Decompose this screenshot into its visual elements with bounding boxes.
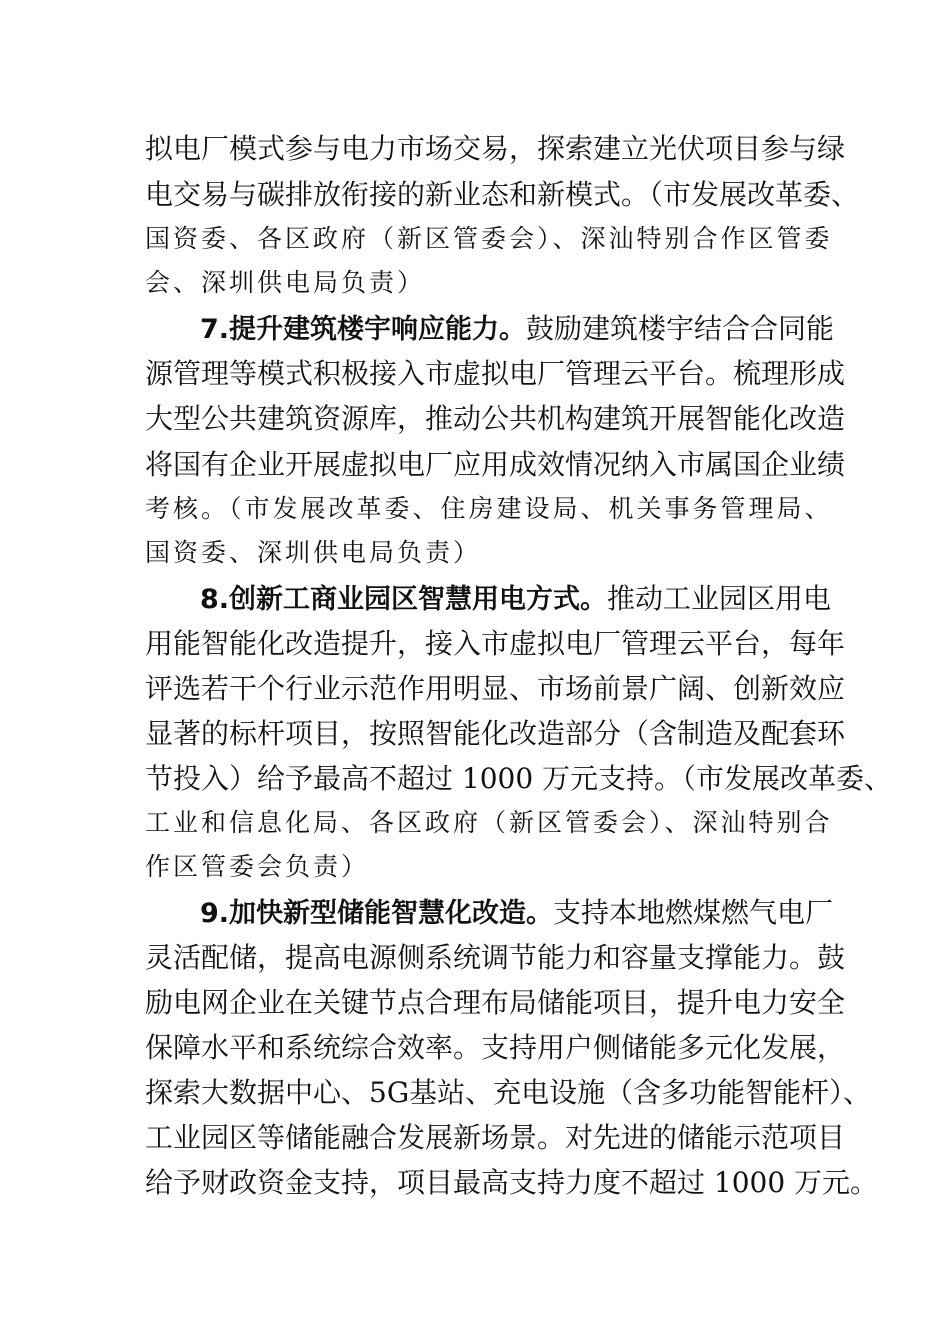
section-9-first-line xyxy=(200,891,900,935)
section-9-heading: 9.加快新型储能智慧化改造。 xyxy=(200,898,554,929)
paragraph-line: 给予财政资金支持，项目最高支持力度不超过 1000 万元。 xyxy=(145,1166,879,1199)
paragraph-line: 考核。（市发展改革委、住房建设局、机关事务管理局、 xyxy=(145,494,833,523)
paragraph-line: 拟电厂模式参与电力市场交易，探索建立光伏项目参与绿 xyxy=(145,132,846,165)
paragraph-line: 保障水平和系统综合效率。支持用户侧储能多元化发展， xyxy=(145,1031,846,1064)
paragraph-line: 用能智能化改造提升，接入市虚拟电厂管理云平台，每年 xyxy=(145,627,846,660)
section-8-heading: 8.创新工商业园区智慧用电方式。 xyxy=(200,584,608,615)
paragraph-line: 评选若干个行业示范作用明显、市场前景广阔、创新效应 xyxy=(145,672,846,705)
paragraph-line: 节投入）给予最高不超过 1000 万元支持。（市发展改革委、 xyxy=(145,762,893,795)
paragraph-line: 励电网企业在关键节点合理布局储能项目，提升电力安全 xyxy=(145,986,846,1019)
paragraph-line: 作区管委会负责） xyxy=(145,852,370,881)
paragraph-line: 电交易与碳排放衔接的新业态和新模式。（市发展改革委、 xyxy=(145,178,860,211)
section-7-first-line xyxy=(200,307,900,351)
paragraph-line: 显著的标杆项目，按照智能化改造部分（含制造及配套环 xyxy=(145,717,846,750)
paragraph-line: 国资委、各区政府（新区管委会）、深汕特别合作区管委 xyxy=(145,224,833,253)
paragraph-line: 工业园区等储能融合发展新场景。对先进的储能示范项目 xyxy=(145,1121,846,1154)
paragraph-line: 国资委、深圳供电局负责） xyxy=(145,538,482,567)
paragraph-line: 源管理等模式积极接入市虚拟电厂管理云平台。梳理形成 xyxy=(145,357,846,390)
paragraph-line: 将国有企业开展虚拟电厂应用成效情况纳入市属国企业绩 xyxy=(145,448,846,481)
paragraph-line: 灵活配储，提高电源侧系统调节能力和容量支撑能力。鼓 xyxy=(145,941,846,974)
section-9-text: 支持本地燃煤燃气电厂 xyxy=(553,896,834,929)
section-8-text: 推动工业园区用电 xyxy=(607,582,832,615)
paragraph-line: 工业和信息化局、各区政府（新区管委会）、深汕特别合 xyxy=(145,808,833,837)
section-7-heading: 7.提升建筑楼宇响应能力。 xyxy=(200,314,527,345)
paragraph-line: 大型公共建筑资源库，推动公共机构建筑开展智能化改造 xyxy=(145,402,846,435)
section-8-first-line xyxy=(200,577,900,621)
paragraph-line: 会、深圳供电局负责） xyxy=(145,268,426,297)
section-7-text: 鼓励建筑楼宇结合合同能 xyxy=(526,312,835,345)
paragraph-line: 探索大数据中心、5G基站、充电设施（含多功能智能杆）、 xyxy=(145,1076,872,1109)
